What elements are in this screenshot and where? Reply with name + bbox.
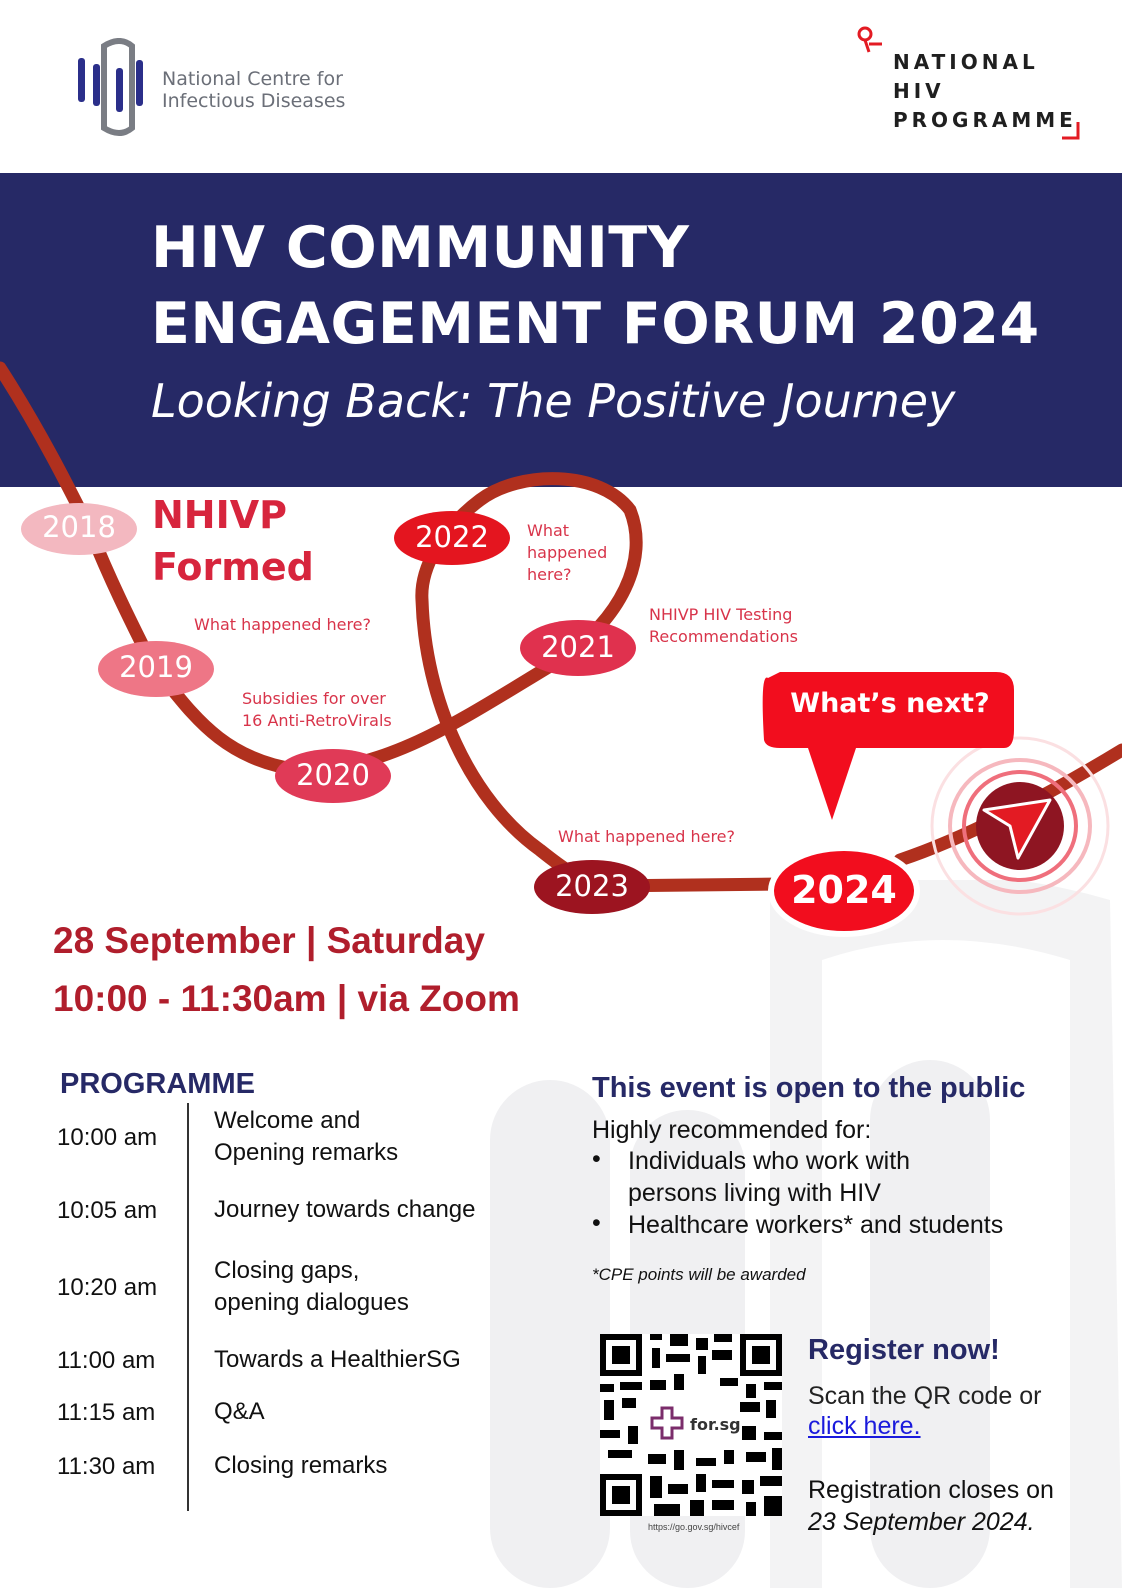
registration-qr-code[interactable] bbox=[600, 1334, 782, 1516]
audience-bullet-text bbox=[628, 1145, 1068, 1209]
audience-bullet-line1: Individuals who work with bbox=[628, 1147, 911, 1175]
note-2019: What happened here? bbox=[194, 615, 371, 634]
title-line2: ENGAGEMENT FORUM 2024 bbox=[151, 291, 1040, 357]
year-2019: 2019 bbox=[119, 650, 193, 684]
note-2022-line2: happened bbox=[527, 543, 608, 562]
programme-time: 10:00 am bbox=[57, 1124, 158, 1151]
note-2022 bbox=[527, 520, 607, 586]
year-2023: 2023 bbox=[555, 869, 629, 903]
programme-time: 11:15 am bbox=[57, 1399, 156, 1426]
ncid-logo-line1: National Centre for bbox=[162, 68, 343, 90]
programme-heading: PROGRAMME bbox=[60, 1068, 255, 1100]
programme-item-line2: opening dialogues bbox=[214, 1289, 409, 1316]
programme-divider bbox=[187, 1103, 189, 1511]
programme-item-title bbox=[214, 1255, 409, 1319]
nhivp-formed-line2: Formed bbox=[152, 545, 314, 589]
nhivp-logo-line2: HIV bbox=[893, 79, 945, 103]
nhivp-logo-line1: NATIONAL bbox=[893, 50, 1039, 74]
note-2021-line2: Recommendations bbox=[649, 627, 798, 646]
programme-time: 10:05 am bbox=[57, 1197, 158, 1224]
nhivp-formed-line1: NHIVP bbox=[152, 493, 288, 537]
year-2024: 2024 bbox=[791, 868, 897, 912]
register-heading: Register now! bbox=[808, 1334, 1000, 1366]
scan-instruction: Scan the QR code or bbox=[808, 1382, 1042, 1410]
note-2020-line1: Subsidies for over bbox=[242, 689, 386, 708]
note-2023: What happened here? bbox=[558, 827, 735, 846]
registration-deadline-date: 23 September 2024. bbox=[808, 1508, 1035, 1536]
bullet-icon: • bbox=[592, 1209, 601, 1237]
programme-item-line1: Closing gaps, bbox=[214, 1257, 360, 1284]
programme-item-title: Q&A bbox=[214, 1398, 265, 1425]
year-2020: 2020 bbox=[296, 758, 370, 792]
nhivp-logo-line3: PROGRAMME bbox=[893, 108, 1077, 132]
programme-time: 10:20 am bbox=[57, 1274, 158, 1301]
recommended-label: Highly recommended for: bbox=[592, 1116, 872, 1144]
programme-time: 11:00 am bbox=[57, 1347, 156, 1374]
qr-url: https://go.gov.sg/hivcef bbox=[648, 1522, 740, 1532]
note-2022-line1: What bbox=[527, 521, 570, 540]
audience-heading: This event is open to the public bbox=[592, 1072, 1026, 1104]
note-2021 bbox=[649, 604, 798, 648]
title-line1: HIV COMMUNITY bbox=[151, 215, 690, 281]
programme-time: 11:30 am bbox=[57, 1453, 156, 1480]
register-link[interactable]: click here. bbox=[808, 1412, 921, 1440]
programme-item-title: Journey towards change bbox=[214, 1196, 476, 1223]
note-2022-line3: here? bbox=[527, 565, 572, 584]
ncid-logo-line2: Infectious Diseases bbox=[162, 90, 346, 112]
audience-bullet-text bbox=[628, 1209, 1068, 1241]
cpe-note: *CPE points will be awarded bbox=[592, 1265, 806, 1284]
registration-deadline bbox=[808, 1474, 1054, 1538]
programme-item-line1: Welcome and bbox=[214, 1107, 361, 1134]
event-time: 10:00 - 11:30am | via Zoom bbox=[53, 978, 520, 1019]
event-date: 28 September | Saturday bbox=[53, 920, 485, 961]
page-title bbox=[151, 210, 1040, 362]
year-2018: 2018 bbox=[42, 510, 116, 544]
bullet-icon: • bbox=[592, 1145, 601, 1173]
note-2020 bbox=[242, 688, 392, 732]
audience-bullet-line1: Healthcare workers* and students bbox=[628, 1211, 1004, 1239]
registration-deadline-label: Registration closes on bbox=[808, 1476, 1054, 1504]
nhivp-formed bbox=[152, 489, 314, 593]
programme-item-title bbox=[214, 1105, 398, 1169]
programme-item-line2: Opening remarks bbox=[214, 1139, 399, 1166]
programme-item-title: Closing remarks bbox=[214, 1452, 388, 1479]
note-2020-line2: 16 Anti-RetroVirals bbox=[242, 711, 392, 730]
programme-item-title: Towards a HealthierSG bbox=[214, 1346, 461, 1373]
subtitle: Looking Back: The Positive Journey bbox=[151, 374, 956, 428]
year-2022: 2022 bbox=[415, 520, 489, 554]
note-2021-line1: NHIVP HIV Testing bbox=[649, 605, 793, 624]
qr-brand: for.sg bbox=[690, 1415, 741, 1434]
year-2021: 2021 bbox=[541, 630, 615, 664]
audience-bullet-line2: persons living with HIV bbox=[628, 1179, 881, 1207]
whats-next-label: What’s next? bbox=[790, 688, 990, 719]
